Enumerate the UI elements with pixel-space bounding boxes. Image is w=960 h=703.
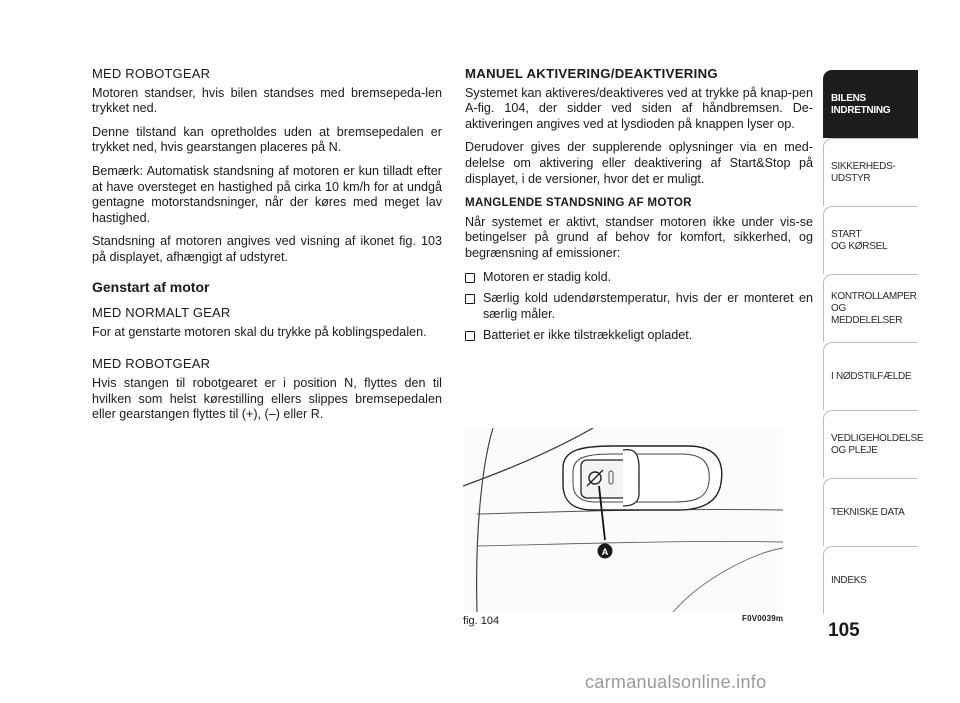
page-number: 105 — [828, 620, 860, 641]
tab-vedligeholdelse[interactable]: VEDLIGEHOLDELSE OG PLEJE — [823, 410, 918, 478]
callout-label: A — [601, 547, 609, 557]
condition-list — [465, 270, 813, 344]
tab-start-og-korsel[interactable]: START OG KØRSEL — [823, 206, 918, 274]
subheading-robotgear-2: MED ROBOTGEAR — [92, 356, 211, 372]
paragraph: For at genstarte motoren skal du trykke på koblingspedalen. — [92, 324, 427, 339]
subheading-normal-gear: MED NORMALT GEAR — [92, 305, 231, 321]
right-column — [465, 66, 813, 350]
paragraph: Denne tilstand kan opretholdes uden at bremsepedalen er trykket ned, hvis gearstangen placeres på N. — [92, 124, 442, 155]
tab-bilens-indretning[interactable]: BILENS INDRETNING — [823, 70, 918, 138]
figure-caption: fig. 104 — [463, 615, 500, 627]
paragraph: Standsning af motoren angives ved visning af ikonet fig. 103 på displayet, afhængigt af udstyret. — [92, 234, 442, 264]
paragraph: Hvis stangen til robotgearet er i position N, flyttes den til hvilken som helst kørestilling ellers slippes bremsepedalen eller gearstangen flyttes til (+), (–) eller R. — [92, 375, 442, 422]
chapter-tabs — [823, 70, 924, 614]
figure-start-stop-button — [463, 428, 783, 612]
left-column — [92, 66, 442, 431]
paragraph: Bemærk: Automatisk standsning af motoren er kun tilladt efter at have oversteget en hastighed på cirka 10 km/h for at undgå gentagne motorstandsninger, når der køres med meget lav hastighed. — [92, 163, 442, 225]
paragraph: Derudover gives der supplerende oplysninger via en med-delelse om aktivering eller deaktivering af Start&Stop på displayet, i de versioner, hvor det er muligt. — [465, 140, 813, 186]
figure-code: F0V0039m — [742, 614, 784, 623]
list-item: Batteriet er ikke tilstrækkeligt opladet. — [465, 328, 813, 344]
section-heading-restart: Genstart af motor — [92, 278, 210, 295]
tab-sikkerhedsudstyr[interactable]: SIKKERHEDS- UDSTYR — [823, 138, 918, 206]
tab-nodstilfaelde[interactable]: I NØDSTILFÆLDE — [823, 342, 918, 410]
console-illustration — [463, 428, 783, 612]
checkbox-bullet-icon — [465, 273, 475, 283]
watermark: carmanualsonline.info — [585, 672, 767, 692]
checkbox-bullet-icon — [465, 294, 475, 304]
subheading-robotgear-1: MED ROBOTGEAR — [92, 66, 211, 81]
section-heading-no-stop: MANGLENDE STANDSNING AF MOTOR — [465, 196, 692, 210]
list-item: Særlig kold udendørstemperatur, hvis der er monteret en særlig måler. — [465, 291, 813, 322]
paragraph: Når systemet er aktivt, standser motoren ikke under vis-se betingelser på grund af behov for komfort, sikkerhed, og begrænsning af emissioner: — [465, 214, 813, 260]
list-item: Motoren er stadig kold. — [465, 270, 813, 286]
tab-indeks[interactable]: INDEKS — [823, 546, 918, 614]
checkbox-bullet-icon — [465, 331, 475, 341]
tab-kontrollamper[interactable]: KONTROLLAMPER OG MEDDELELSER — [823, 274, 918, 342]
tab-tekniske-data[interactable]: TEKNISKE DATA — [823, 478, 918, 546]
section-heading-manual: MANUEL AKTIVERING/DEAKTIVERING — [465, 66, 718, 81]
paragraph: Motoren standser, hvis bilen standses med bremsepeda-len trykket ned. — [92, 85, 442, 116]
paragraph: Systemet kan aktiveres/deaktiveres ved at trykke på knap-pen A-fig. 104, der sidder ved siden af håndbremsen. De-aktiveringen angives ved at lysdioden på knappen lyser op. — [465, 85, 813, 131]
